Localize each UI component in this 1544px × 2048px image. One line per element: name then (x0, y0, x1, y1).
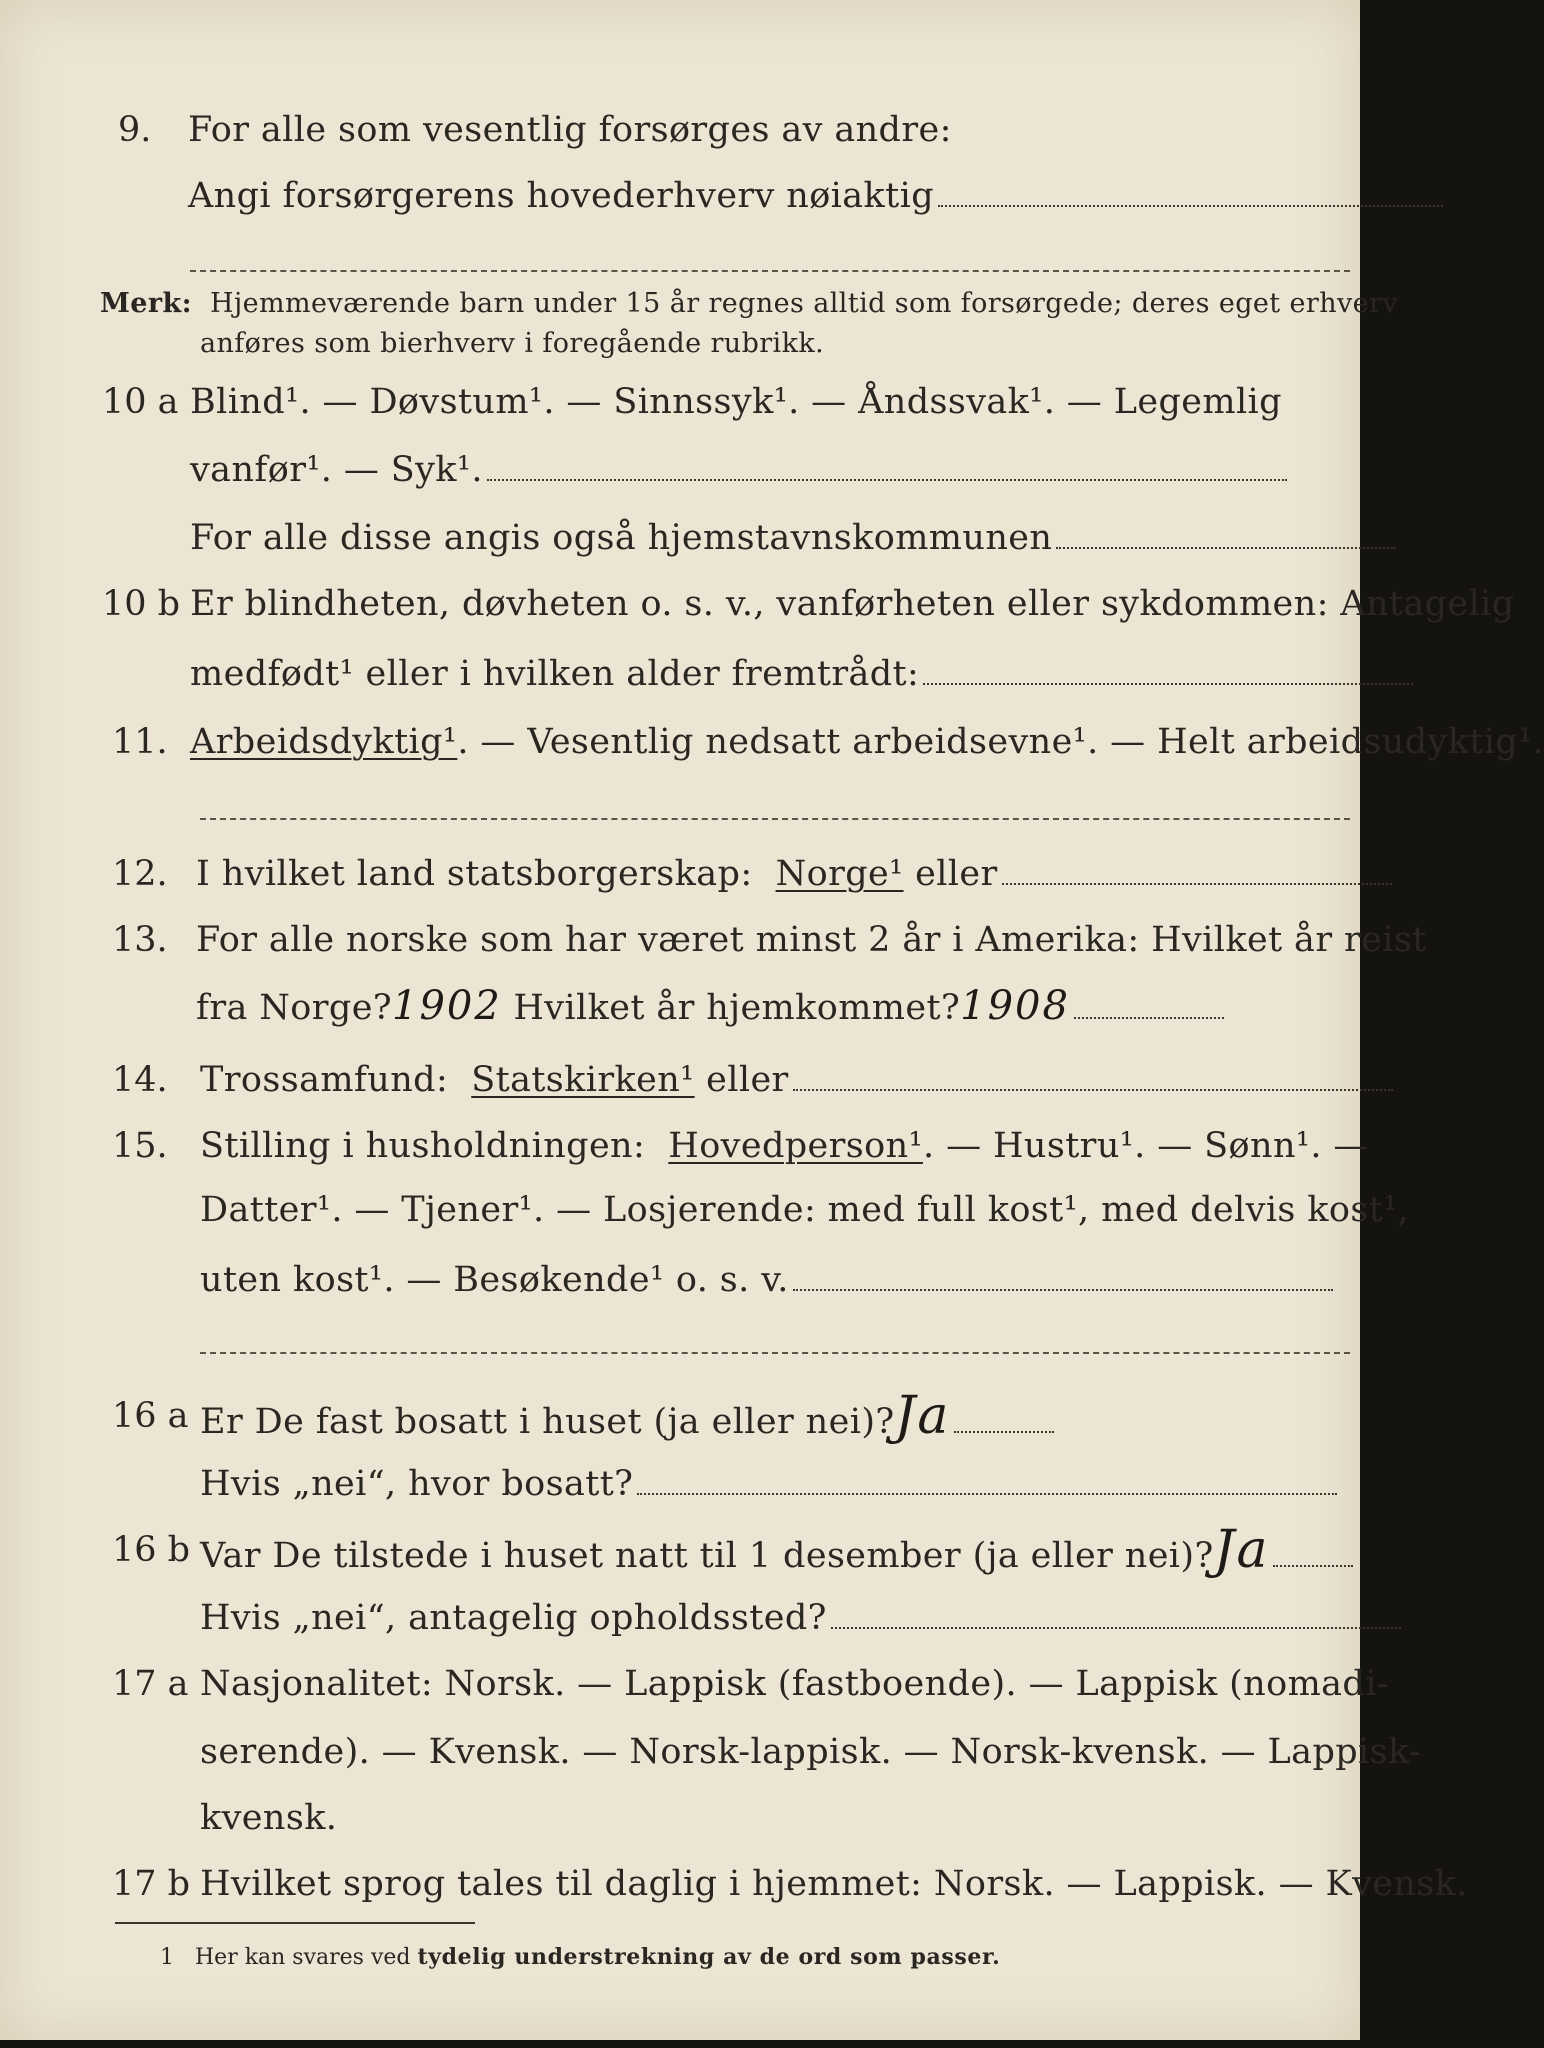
question-17a-number: 17 a (112, 1664, 189, 1704)
answer-line[interactable] (954, 1403, 1054, 1433)
answer-line[interactable] (793, 1261, 1333, 1291)
marked-answer: Norge¹ (775, 854, 904, 894)
question-12-number: 12. (112, 854, 168, 894)
question-17a-line3: kvensk. (200, 1798, 338, 1838)
question-17a-line1: Nasjonalitet: Norsk. — Lappisk (fastboende). — Lappisk (nomadi- (200, 1664, 1390, 1704)
answer-line[interactable] (200, 1352, 1350, 1354)
question-13-line2: fra Norge?1902 Hvilket år hjemkommet?1908 (196, 984, 1224, 1030)
marked-answer: Arbeidsdyktig¹ (190, 722, 458, 762)
question-17a-line2: serende). — Kvensk. — Norsk-lappisk. — Norsk-kvensk. — Lappisk- (200, 1732, 1422, 1772)
answer-line[interactable] (923, 655, 1413, 685)
question-16a-line1: Er De fast bosatt i huset (ja eller nei)?Ja (200, 1394, 1054, 1444)
note-line1: Merk: Hjemmeværende barn under 15 år regnes alltid som forsørgede; deres eget erhverv (100, 288, 1398, 319)
question-17b-line1: Hvilket sprog tales til daglig i hjemmet: Norsk. — Lappisk. — Kvensk. (200, 1864, 1468, 1904)
answer-line[interactable] (487, 451, 1287, 481)
handwritten-answer: 1908 (960, 983, 1070, 1029)
answer-line[interactable] (1074, 989, 1224, 1019)
answer-line[interactable] (938, 177, 1443, 207)
footnote: 1 Her kan svares ved tydelig understrekning av de ord som passer. (160, 1944, 1001, 1970)
handwritten-answer: 1902 (392, 983, 502, 1029)
question-13-line1: For alle norske som har været minst 2 år i Amerika: Hvilket år reist (196, 920, 1427, 960)
question-15-line2: Datter¹. — Tjener¹. — Losjerende: med full kost¹, med delvis kost¹, (200, 1190, 1410, 1230)
answer-line[interactable] (190, 270, 1350, 272)
question-10a-line3: For alle disse angis også hjemstavnskommunen (190, 516, 1396, 560)
answer-line[interactable] (200, 818, 1350, 820)
note-label: Merk: (100, 288, 192, 319)
question-9-number: 9. (118, 110, 152, 150)
footnote-divider (115, 1922, 475, 1924)
answer-line[interactable] (1056, 519, 1396, 549)
handwritten-answer: Ja (1213, 1520, 1270, 1580)
footnote-mark: 1 (160, 1945, 174, 1970)
question-16b-number: 16 b (112, 1530, 191, 1570)
question-11-number: 11. (112, 722, 168, 762)
question-16b-line2: Hvis „nei“, antagelig opholdssted? (200, 1596, 1401, 1640)
answer-line[interactable] (793, 1061, 1393, 1091)
question-10a-number: 10 a (102, 382, 179, 422)
handwritten-answer: Ja (894, 1386, 951, 1446)
question-15-number: 15. (112, 1126, 168, 1166)
question-13-number: 13. (112, 920, 168, 960)
answer-line[interactable] (637, 1465, 1337, 1495)
answer-line[interactable] (1002, 855, 1392, 885)
question-10b-line1: Er blindheten, døvheten o. s. v., vanførheten eller sykdommen: Antagelig (190, 584, 1515, 624)
question-14-line: Trossamfund: Statskirken¹ eller (200, 1058, 1393, 1102)
question-15-line3: uten kost¹. — Besøkende¹ o. s. v. (200, 1258, 1333, 1302)
question-12-line: I hvilket land statsborgerskap: Norge¹ eller (196, 852, 1392, 896)
question-9-line2: Angi forsørgerens hovederhverv nøiaktig (188, 174, 1443, 218)
question-10b-number: 10 b (102, 584, 181, 624)
answer-line[interactable] (1273, 1537, 1353, 1567)
question-10a-line2: vanfør¹. — Syk¹. (190, 448, 1287, 492)
question-16a-number: 16 a (112, 1396, 189, 1436)
note-line2: anføres som bierhverv i foregående rubrikk. (200, 328, 825, 359)
question-17b-number: 17 b (112, 1864, 191, 1904)
question-11-line: Arbeidsdyktig¹. — Vesentlig nedsatt arbeidsevne¹. — Helt arbeidsudyktig¹. (190, 722, 1544, 762)
question-15-line1: Stilling i husholdningen: Hovedperson¹. — Hustru¹. — Sønn¹. — (200, 1126, 1369, 1166)
question-16b-line1: Var De tilstede i huset natt til 1 desember (ja eller nei)?Ja (200, 1528, 1353, 1578)
question-16a-line2: Hvis „nei“, hvor bosatt? (200, 1462, 1337, 1506)
question-14-number: 14. (112, 1060, 168, 1100)
answer-line[interactable] (831, 1599, 1401, 1629)
question-9-line1: For alle som vesentlig forsørges av andre: (188, 110, 952, 150)
question-10a-line1: Blind¹. — Døvstum¹. — Sinnssyk¹. — Åndssvak¹. — Legemlig (190, 382, 1282, 422)
marked-answer: Hovedperson¹ (668, 1126, 924, 1166)
marked-answer: Statskirken¹ (471, 1060, 695, 1100)
question-10b-line2: medfødt¹ eller i hvilken alder fremtrådt: (190, 652, 1413, 696)
